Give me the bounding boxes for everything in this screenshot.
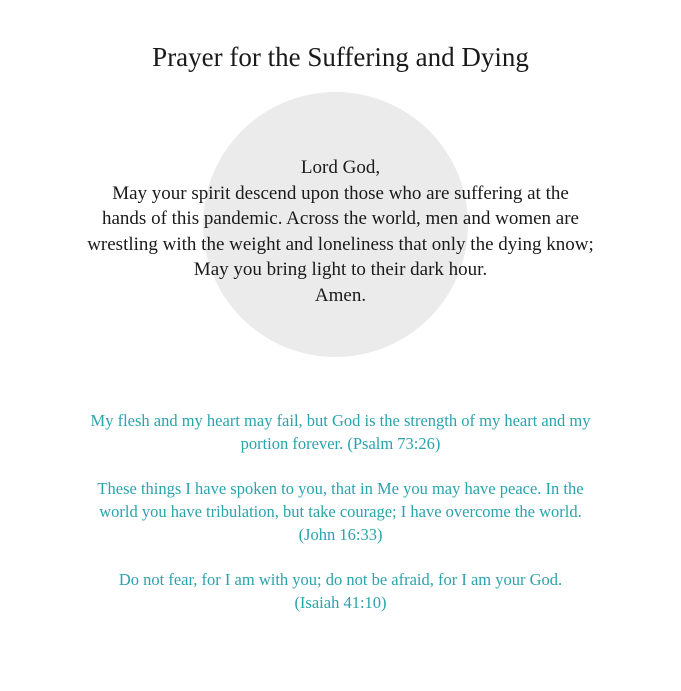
- prayer-line: hands of this pandemic. Across the world, men and women are: [102, 208, 579, 229]
- verse-line: (Isaiah 41:10): [294, 593, 387, 612]
- prayer-line: May your spirit descend upon those who are suffering at the: [112, 182, 569, 204]
- verse-line: These things I have spoken to you, that in Me you may have peace. In the: [97, 479, 584, 498]
- prayer-line: Amen.: [314, 284, 367, 306]
- page-title: Prayer for the Suffering and Dying: [152, 42, 529, 72]
- verse-line: My flesh and my heart may fail, but God is the strength of my heart and my: [90, 411, 591, 430]
- verse-line: (John 16:33): [298, 525, 383, 544]
- verse-line: portion forever. (Psalm 73:26): [240, 434, 441, 453]
- verse-line: world you have tribulation, but take courage; I have overcome the world.: [99, 502, 582, 521]
- prayer-text: [30, 155, 651, 308]
- prayer-line: wrestling with the weight and loneliness that only the dying know;: [87, 233, 594, 255]
- scripture-verses: [20, 409, 661, 636]
- prayer-line: May you bring light to their dark hour.: [193, 259, 488, 280]
- prayer-line: Lord God,: [300, 157, 381, 178]
- verse-psalm: [20, 409, 661, 455]
- verse-isaiah: [20, 568, 661, 614]
- verse-line: Do not fear, for I am with you; do not be afraid, for I am your God.: [118, 570, 563, 589]
- verse-john: [20, 477, 661, 546]
